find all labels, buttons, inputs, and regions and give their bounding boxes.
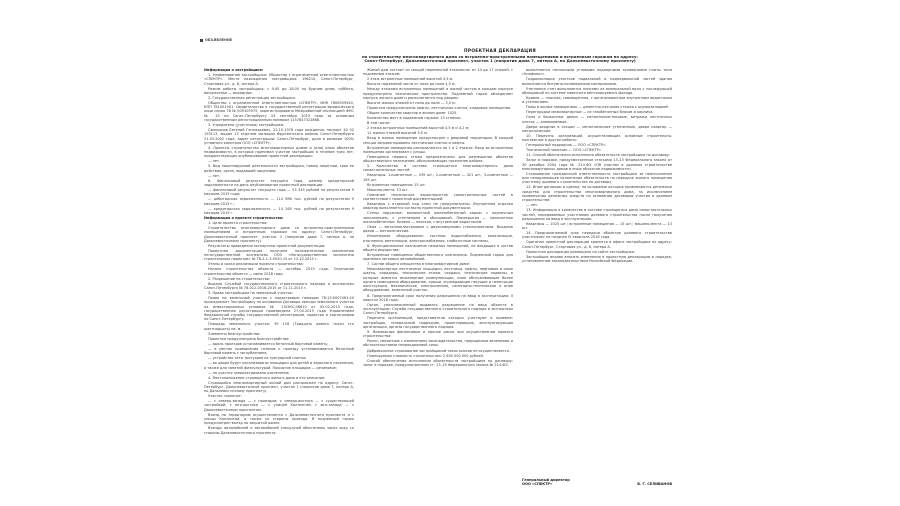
paragraph: Общее количество квартир в жилом доме: 1025.	[367, 111, 458, 116]
paragraph: Строящийся многоквартирный жилой дом расположен по адресу: Санкт-Петербург, Дальневосточный проспект, участок 1 (напротив дома 7, литера А, по Дальневосточному проспекту).	[204, 380, 354, 394]
paragraph: Въезды автомобилей и автомобилей спецслужб обеспечены через арку со стороны Дальневосточного проспекта.	[204, 426, 354, 435]
paragraph: Начало строительства объекта — октябрь 2015 года. Окончание строительства объекта — июнь 2018 года.	[204, 267, 354, 276]
paragraph: Способ обеспечения исполнения обязательств застройщика по договору: залог в порядке, предусмотренном ст. 13–15 Федерального закона № 214-ФЗ.	[363, 358, 513, 367]
paragraph: 1. Цель проекта строительства:	[208, 221, 268, 225]
paragraph: — с северо-запада — с проездом; с северо-востока — с существующей застройкой; с юго-востока — с улицей Коллонтай; с юго-запада — с Дальневосточным проспектом.	[204, 399, 354, 412]
paragraph: Жилой дом состоит из секций переменной этажности: от 14 до 17 этажей, с подземным этажом.	[363, 68, 513, 77]
section-heading: Информация о проекте строительства:	[204, 215, 284, 220]
signature-block	[522, 478, 672, 486]
paragraph: выполняется натяжными угловыми подпорными основаниями плиты типа «Унифлекс».	[522, 68, 672, 77]
signature-name: В. Г. СЕЛИВАНОВ	[637, 482, 672, 487]
paragraph: 12. Иные договоры и сделки, на основании которых привлекаются денежные средства для строительства многоквартирного дома, за исключением привлечения денежных средств на основании договоров участия в долевом строительстве:	[522, 185, 672, 203]
paragraph: 2 этаж встроенных помещений высотой 4,5 м.	[367, 77, 454, 82]
paragraph: 4. Проекты строительства многоквартирных домов и (или) иных объектов недвижимости, в которых принимал участие застройщик в течение трех лет, предшествующих опубликованию проектной декларации:	[204, 145, 354, 159]
paragraph: Стены наружные: монолитный железобетонный каркас с кирпичным заполнением, с утеплением и облицовкой. Перекрытия — монолитные железобетонные. Кровля — плоская, с внутренним водостоком.	[363, 211, 513, 224]
paragraph: Встроенные помещения: 15 шт.	[367, 182, 427, 187]
signature-company: ООО «СПЕКТР»	[522, 482, 553, 487]
rubric-label: ОБЪЯВЛЕНИЕ	[205, 38, 233, 42]
paragraph: Залог в порядке, предусмотренном статьями 13–15 Федерального закона от 30 декабря 2004 года № 214-ФЗ «Об участии в долевом строительстве многоквартирных домов и иных объектов недвижимости».	[522, 158, 672, 171]
paragraph: 1. Наименование застройщика: Общество с ограниченной ответственностью «СПЕКТР». Место нахождения застройщика: 196210, Санкт-Петербург, Стартовая ул., д. 8, литера А.	[204, 73, 354, 86]
paragraph: — нет.	[208, 159, 221, 164]
paragraph: Результаты проведения экспертизы проектной документации:	[208, 243, 326, 248]
paragraph: Риски, связанные с изменением законодательства, природными явлениями и обстоятельствами непреодолимой силы.	[363, 339, 513, 348]
paragraph: Проектная декларация размещена на сайте застройщика.	[526, 249, 636, 254]
paragraph: Выдано Службой государственного строительного надзора и экспертизы Санкт-Петербурга № 78-012-0516-2015 от 11.11.2015 г.	[204, 281, 354, 291]
paragraph: Участок граничит:	[208, 394, 243, 399]
newspaper-page	[200, 38, 678, 493]
paragraph: 3. Учредители (участники) застройщика:	[208, 122, 285, 127]
paragraph: 11. Способ обеспечения исполнения обязательств застройщика по договору:	[526, 153, 671, 158]
paragraph: Помещения первого этажа предназначены для размещения объектов общественного назначения, обслуживающих население района.	[363, 154, 513, 164]
paragraph: Высота подземной части от пола до пола 4,5 м.	[367, 82, 456, 87]
paragraph: 5. Вид лицензируемой деятельности застройщика, номер лицензии, срок ее действия, орган, выдавший лицензию:	[204, 164, 354, 173]
paragraph: Кровля — плоская, совмещенная, с организованным внутренним водостоком и утеплением.	[522, 95, 672, 105]
paragraph: Строительство многоквартирного дома со встроенно-пристроенными помещениями и встроенным гаражом по адресу: Санкт-Петербург, Дальневосточный проспект, участок 1 (напротив дома 7, литера А, по Дальневосточному проспекту).	[204, 226, 354, 243]
paragraph: Элементы благоустройства:	[208, 331, 261, 336]
paragraph: Проектом предусмотрены лифты, лестничные клетки, кладовые помещения.	[367, 105, 512, 110]
paragraph: 6. Функциональное назначение нежилых помещений, не входящих в состав общего имущества:	[363, 243, 513, 252]
paragraph: Свиньянов Евгений Геннадьевич, 22.10.1976 года рождения, паспорт 40 02 193113, выдан 13 отделом милиции Фрунзенского района Санкт-Петербурга 21.03.2002 года, адрес регистрации: Санкт-Петербург, доля в размере 100% уставного капитала ООО «СПЕКТР».	[204, 128, 354, 145]
paragraph: Квартиры — 1025 шт.; встроенные помещения — 15 шт.; машино-места — 13 шт.	[522, 221, 672, 231]
paragraph: Перечень организаций, представители которых участвуют в приемке: застройщик, генеральный подрядчик, проектировщик, эксплуатирующая организация, органы государственного надзора.	[363, 316, 513, 329]
paragraph: Добровольное страхование застройщиком таких рисков не осуществляется.	[367, 348, 510, 353]
paragraph: 5. Количество в составе строящегося многоквартирного дома самостоятельных частей:	[363, 164, 513, 173]
paragraph: Въезд на территорию осуществляется с Дальневосточного проспекта и с улицы Коллонтай, а также со стороны проезда. В подземный гараж предусмотрен въезд по закрытой рампе.	[204, 412, 354, 426]
paragraph: 4. Местоположение строящегося жилого дома и его описание:	[208, 375, 326, 380]
text-column-1	[204, 68, 354, 488]
paragraph: Вход в жилые помещения предусмотрен с дворовой территории. В каждой секции запроектированы лестничные клетки и лифты.	[363, 136, 513, 145]
paragraph: Квартиры: 1-комнатные — 439 шт.; 2-комнатные — 421 шт.; 3-комнатные — 165 шт.	[363, 173, 513, 182]
paragraph: 6. Финансовый результат текущего года, размер кредиторской задолженности на день опубликования проектной декларации:	[204, 178, 354, 188]
paragraph: — на участке запроектировано озеленение.	[208, 370, 290, 375]
paragraph: Общество с ограниченной ответственностью «СПЕКТР», ИНН 7806559540, КПП 781001001. Свидетельство о государственной регистрации юридического лица серия 78 № 009103975, зарегистрировано Межрайонной инспекцией ФНС № 15 по Санкт-Петербургу 24 сентября 2015 года за основным государственным регистрационным номером 1157847322868.	[204, 100, 354, 122]
paragraph: Описание технических характеристик самостоятельных частей в соответствии с проектной документацией:	[363, 192, 513, 202]
paragraph: — кредиторская задолженность — 14 265 тыс. рублей по результатам 9 месяцев 2015 г.	[204, 206, 354, 215]
paragraph: — финансовый результат текущего года — 53 345 рублей по результатам 9 месяцев 2015 года;	[204, 188, 354, 197]
section-heading: Информация о застройщике:	[204, 68, 264, 72]
paragraph: 2. Разрешение на строительство:	[208, 276, 271, 281]
text-column-2	[363, 68, 513, 488]
paragraph: 9. Возможные финансовые и прочие риски при осуществлении проекта строительства:	[363, 329, 513, 339]
paragraph: Инженерное оборудование: системы водоснабжения, канализации, отопления, вентиляции, электроснабжения, слаботочные системы.	[363, 234, 513, 243]
paragraph: Окна и балконные двери — металлопластиковые, витражи лестничных клеток — алюминиевые.	[522, 115, 672, 124]
paragraph: 3. Права застройщика на земельный участок:	[208, 291, 294, 296]
paragraph: Застройщик вправе вносить изменения в проектную декларацию в порядке, установленном законодательством Российской Федерации.	[522, 254, 672, 263]
paragraph: Право на земельный участок с кадастровым номером 78:13:0007461:20 принадлежит Застройщику на основании Договора аренды земельного участка на инвестиционных условиях № 15/ЗКС-08610 от 05.02.2015 года, государственная регистрация произведена 27.04.2015 года Управлением Федеральной службы государственной регистрации, кадастра и картографии по Санкт-Петербургу.	[204, 296, 354, 322]
paragraph: 2 этажа встроенных помещений высотой 4,5 м и 4,2 м;	[367, 126, 470, 131]
section-rubric	[200, 38, 232, 42]
paragraph: Машино-места: 13 шт.	[367, 187, 409, 192]
paragraph: Страхование гражданской ответственности застройщика за неисполнение или ненадлежащее исполнение обязательств по передаче жилого помещения участнику долевого строительства по договору.	[522, 171, 672, 185]
paragraph: 10. Перечень организаций, осуществляющих основные строительно-монтажные и другие работы:	[522, 133, 672, 143]
paragraph: Проектом предусмотрено благоустройство:	[208, 336, 290, 341]
paragraph: Режим работы застройщика: с 9.00 до 18.00 по будним дням, суббота, воскресенье — выходные.	[204, 86, 354, 95]
paragraph: Гидроизоляция участков подвальной и надподвальной частей здания выполняется битумно-полимерными материалами.	[522, 77, 672, 86]
title-main: ПРОЕКТНАЯ ДЕКЛАРАЦИЯ	[463, 49, 537, 54]
title-address: Санкт-Петербург, Дальневосточный проспект, участок 1 (напротив дома 7, литера А, по Дальневосточному проспекту)	[364, 58, 636, 64]
paragraph: Утепление стен выполняется плитами из минеральной ваты с последующей облицовкой по системе навесного вентилируемого фасада.	[522, 86, 672, 95]
paragraph: Орган, уполномоченный выдавать разрешение на ввод объекта в эксплуатацию: Служба государственного строительного надзора и экспертизы Санкт-Петербурга.	[363, 302, 513, 316]
text-column-3	[522, 68, 672, 480]
paragraph: 11 жилых этажей высотой 3,0 м.	[367, 131, 428, 136]
paragraph: Планируемая стоимость строительства: 2 650 000 000 рублей.	[367, 353, 484, 358]
paragraph: Проектная документация получила положительное заключение негосударственной экспертизы ООО «Негосударственная экспертиза строительных проектов» № 78-2-1-3-0020-15 от 12.10.2015 г.	[204, 248, 354, 262]
paragraph: Высота жилых этажей от пола до пола — 3,0 м.	[367, 100, 456, 105]
paragraph: — дебиторская задолженность — 114 986 тыс. рублей по результатам 9 месяцев 2015 г.;	[204, 197, 354, 206]
paragraph: Двери входные в секции — металлические утепленные, двери квартир — металлические.	[522, 124, 672, 133]
paragraph: — во дворе будут организованы площадки для детей и взрослого населения, а также для занятий физкультурой. Покрытие площадок — резиновое;	[204, 361, 354, 370]
declaration-title	[350, 50, 650, 64]
square-bullet-icon	[200, 39, 203, 42]
paragraph: Межквартирные лестничные площадки, лестницы, лифты, лифтовые и иные шахты, коридоры, технические этажи, чердаки, технические подвалы, в которых имеются инженерные коммуникации, иное обслуживающее более одного помещения оборудование, крыши, ограждающие несущие и ненесущие конструкции, механическое, электрическое, санитарно-техническое и иное оборудование, земельный участок.	[363, 267, 513, 293]
paragraph: Встроенные помещения располагаются на 1 и 2 этажах. Вход во встроенные помещения организован с улицы.	[363, 145, 513, 154]
paragraph: Встроенные помещения общественного назначения. Подземный гараж для хранения легковых автомобилей.	[363, 252, 513, 262]
paragraph: Квартиры с отделкой под ключ не предусмотрены. Внутренняя отделка квартир выполняется согласно проектной документации.	[363, 202, 513, 211]
paragraph: Генеральный подрядчик — ООО «СПЕКТР».	[526, 143, 607, 148]
paragraph: — нет.	[526, 203, 539, 208]
paragraph: Площадь земельного участка: 39 116 (Тридцать девять тысяч сто шестнадцать) кв. м.	[204, 322, 354, 331]
paragraph: — устройство сети тротуаров из тротуарной плитки;	[208, 356, 307, 361]
paragraph: 13. Информация о количестве в составе строящегося дома самостоятельных частей, передаваемых участникам долевого строительства после получения разрешения на ввод в эксплуатацию:	[522, 208, 672, 221]
paragraph: 8. Предполагаемый срок получения разрешения на ввод в эксплуатацию: II квартал 2018 года.	[363, 293, 513, 302]
paragraph: Технический заказчик — ООО «СПЕКТР».	[526, 148, 602, 153]
paragraph: — в местах примыкания газонов к проезду устанавливается бетонный бортовой камень с заглублением;	[204, 346, 354, 356]
paragraph: 14. Предполагаемый срок передачи объектов долевого строительства участникам: не позднее IV квартала 2018 года.	[522, 231, 672, 240]
paragraph: Оригинал проектной декларации хранится в офисе застройщика по адресу: Санкт-Петербург, Стартовая ул., д. 8, литера А.	[522, 240, 672, 249]
paragraph: 7. Состав общего имущества в многоквартирном доме:	[367, 262, 470, 267]
paragraph: Перегородки межквартирные — из газобетонных блоков и кирпича.	[526, 110, 654, 115]
paragraph: — вдоль проездов устанавливается бетонный бортовой камень;	[208, 341, 328, 346]
paragraph: В том числе:	[367, 121, 391, 126]
paragraph: Окна — металлопластиковые с двухкамерными стеклопакетами. Входные двери — металлические.	[363, 224, 513, 234]
paragraph: 2. Государственная регистрация застройщика.	[208, 95, 296, 100]
title-subtitle: по строительству многоквартирного дома со встроенно-пристроенными помещениями и встроенным гаражом по адресу:	[361, 53, 638, 59]
paragraph: Полы в жилых помещениях — цементно-песчаная стяжка с шумоизоляцией.	[526, 105, 669, 110]
paragraph: Количество мест в подземном гараже: 13 стоянок.	[367, 116, 462, 121]
paragraph: Между этажами встроенных помещений и жилой частью в каждом корпусе предусмотрено техническое пространство. Подземный гараж объединяет корпуса жилого дома и располагается под двором.	[363, 87, 513, 100]
signature-position: Генеральный директор	[522, 478, 570, 482]
paragraph: Этапы и сроки реализации проекта строительства:	[208, 262, 304, 267]
paragraph: — нет.	[208, 173, 221, 178]
